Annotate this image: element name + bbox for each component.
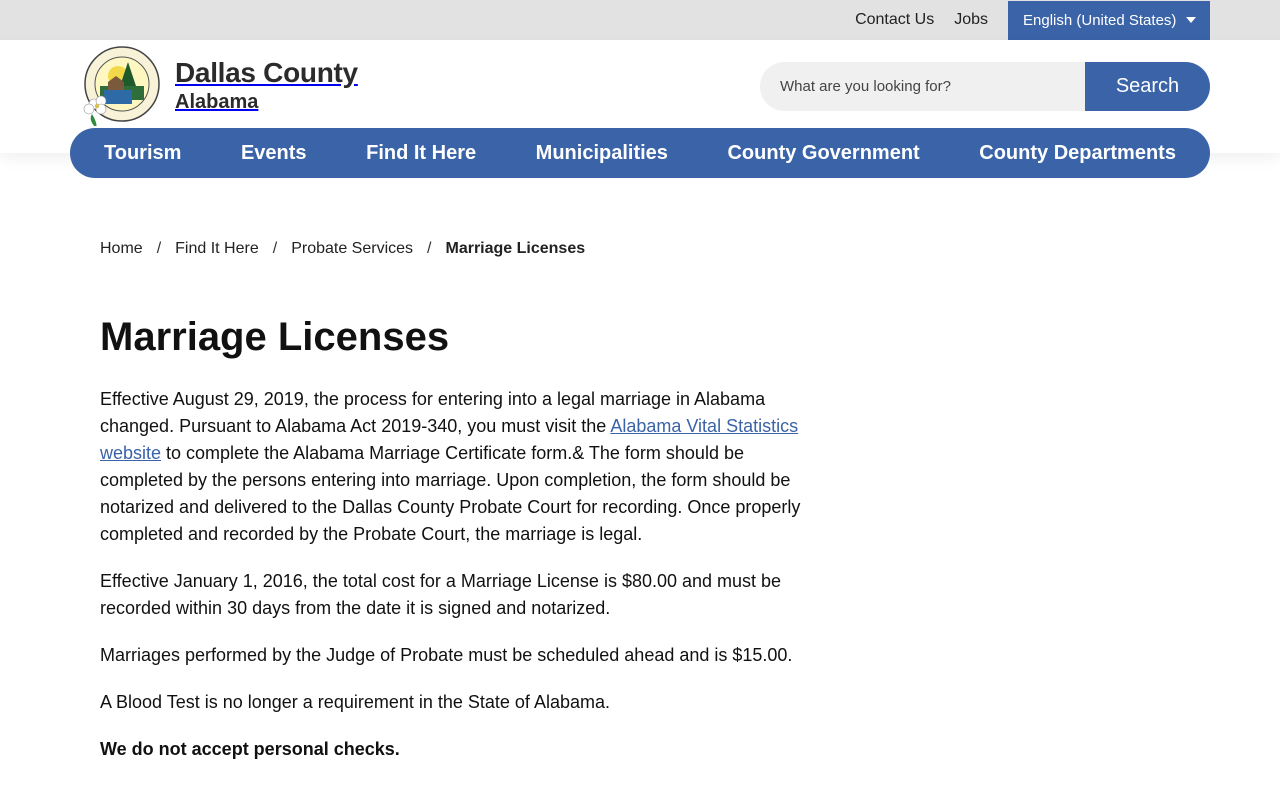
nav-item-county-departments[interactable]: County Departments: [979, 141, 1176, 164]
main-nav: [70, 128, 1210, 178]
paragraph-text: to complete the Alabama Marriage Certificate form.& The form should be completed by the persons entering into marriage. Upon completion, the form should be notarized and delivered to the Dallas County Probate Court for recording. Once properly completed and recorded by the Probate Court, the marriage is legal.: [100, 443, 801, 544]
paragraph-blood-test: A Blood Test is no longer a requirement in the State of Alabama.: [100, 692, 610, 712]
breadcrumb-separator: /: [427, 240, 432, 257]
site-search: [760, 62, 1210, 111]
logo-title: Dallas County: [175, 57, 358, 88]
paragraph-text: Effective August 29, 2019, the process for entering into a legal marriage in Alabama changed. Pursuant to Alabama Act 2019-340, you must visit the: [100, 389, 766, 436]
jobs-link[interactable]: Jobs: [954, 11, 988, 28]
language-label: English (United States): [1023, 11, 1177, 29]
utility-bar: [0, 0, 1280, 40]
county-seal-icon: [78, 46, 164, 126]
nav-item-municipalities[interactable]: Municipalities: [535, 141, 668, 164]
vital-statistics-link[interactable]: Alabama Vital Statistics website: [100, 416, 799, 463]
paragraph-process: [100, 386, 820, 548]
breadcrumb-probate-services[interactable]: Probate Services: [291, 240, 414, 257]
paragraph-cost: Effective January 1, 2016, the total cost for a Marriage License is $80.00 and must be recorded within 30 days from the date it is signed and notarized.: [100, 571, 782, 618]
contact-us-link[interactable]: Contact Us: [855, 11, 935, 28]
breadcrumb-find-it-here[interactable]: Find It Here: [175, 240, 259, 257]
breadcrumb-current: Marriage Licenses: [445, 240, 586, 257]
nav-item-tourism[interactable]: Tourism: [104, 141, 182, 164]
nav-item-events[interactable]: Events: [240, 141, 307, 164]
nav-item-county-government[interactable]: County Government: [727, 141, 920, 164]
site-logo[interactable]: [78, 46, 358, 126]
breadcrumb: [100, 240, 585, 258]
search-button[interactable]: Search: [1085, 62, 1210, 111]
paragraph-no-checks: We do not accept personal checks.: [100, 739, 400, 759]
caret-down-icon: [1186, 17, 1196, 23]
logo-text: [175, 58, 358, 114]
breadcrumb-home[interactable]: Home: [100, 240, 143, 257]
utility-links: [855, 0, 1210, 40]
nav-item-find-it-here[interactable]: Find It Here: [366, 141, 477, 164]
breadcrumb-separator: /: [156, 240, 162, 257]
logo-subtitle: Alabama: [175, 91, 259, 113]
language-select[interactable]: [1008, 1, 1210, 40]
main-content: [100, 316, 820, 783]
page-title: Marriage Licenses: [100, 315, 450, 359]
search-input[interactable]: [760, 62, 1085, 111]
paragraph-judge-fee: Marriages performed by the Judge of Probate must be scheduled ahead and is $15.00.: [100, 645, 793, 665]
breadcrumb-separator: /: [272, 240, 278, 257]
